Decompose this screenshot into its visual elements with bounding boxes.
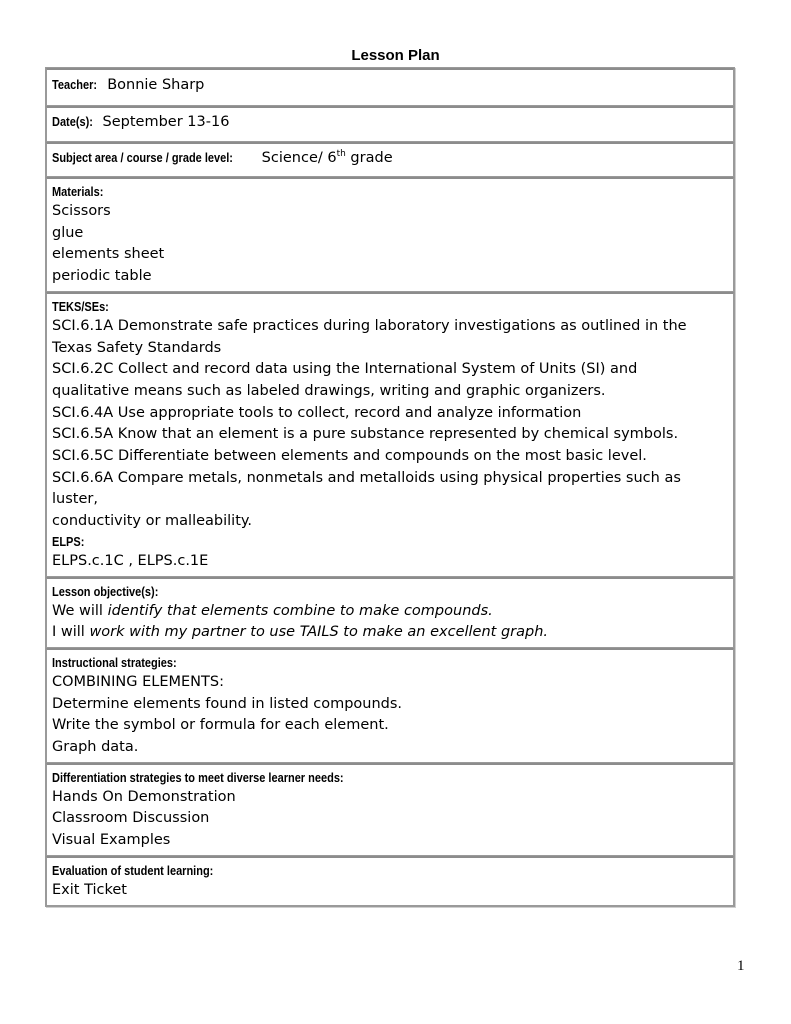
materials-label: Materials: xyxy=(52,185,104,199)
strategies-row xyxy=(46,648,734,763)
teks-line: SCI.6.2C Collect and record data using the International System of Units (SI) and xyxy=(52,361,638,378)
teks-line: SCI.6.4A Use appropriate tools to collect, record and analyze information xyxy=(52,404,582,421)
objective-2-prefix: I will xyxy=(52,624,90,641)
teks-list xyxy=(52,316,728,533)
strategies-item: Write the symbol or formula for each element. xyxy=(52,717,389,734)
subject-row xyxy=(46,142,734,177)
strategies-item: COMBINING ELEMENTS: xyxy=(52,673,224,690)
teks-line: SCI.6.5C Differentiate between elements and compounds on the most basic level. xyxy=(52,448,647,465)
objective-line-2 xyxy=(52,622,728,644)
materials-row xyxy=(46,177,734,292)
objectives-label: Lesson objective(s): xyxy=(52,584,159,599)
lesson-plan-table xyxy=(45,67,735,907)
teks-label: TEKS/SEs: xyxy=(52,299,109,314)
materials-list xyxy=(52,201,728,288)
differentiation-item: Hands On Demonstration xyxy=(52,788,236,805)
differentiation-row xyxy=(46,763,734,856)
objectives-row xyxy=(46,577,734,648)
evaluation-row xyxy=(46,856,734,906)
teks-row xyxy=(46,292,734,577)
teks-line: qualitative means such as labeled drawings, writing and graphic organizers. xyxy=(52,382,606,399)
subject-label: Subject area / course / grade level: xyxy=(52,151,233,165)
page-number: 1 xyxy=(737,958,745,974)
objective-1-prefix: We will xyxy=(52,602,108,619)
differentiation-item: Visual Examples xyxy=(52,832,171,849)
dates-label: Date(s): xyxy=(52,115,93,129)
objective-2-text: work with my partner to use TAILS to make an excellent graph. xyxy=(89,624,549,641)
subject-value-sup: th xyxy=(336,149,346,160)
materials-item: Scissors xyxy=(52,203,111,219)
differentiation-label: Differentiation strategies to meet diverse learner needs: xyxy=(52,770,344,785)
differentiation-item: Classroom Discussion xyxy=(52,810,210,827)
evaluation-label: Evaluation of student learning: xyxy=(52,863,214,878)
strategies-item: Determine elements found in listed compounds. xyxy=(52,695,403,712)
teacher-label: Teacher: xyxy=(52,78,98,92)
subject-value-suffix: grade xyxy=(345,150,393,166)
strategies-item: Graph data. xyxy=(52,739,139,756)
subject-value xyxy=(262,150,393,166)
evaluation-item: Exit Ticket xyxy=(52,881,127,898)
objective-1-text: identify that elements combine to make compounds. xyxy=(107,602,493,619)
document-title: Lesson Plan xyxy=(351,47,440,64)
teks-line: Texas Safety Standards xyxy=(52,339,222,356)
dates-value: September 13-16 xyxy=(102,114,230,130)
materials-item: glue xyxy=(52,224,84,241)
materials-item: elements sheet xyxy=(52,246,165,263)
elps-value: ELPS.c.1C , ELPS.c.1E xyxy=(52,552,209,569)
teks-line: SCI.6.5A Know that an element is a pure substance represented by chemical symbols. xyxy=(52,426,679,443)
elps-label: ELPS: xyxy=(52,534,85,549)
dates-row xyxy=(46,106,734,142)
teacher-row xyxy=(46,68,734,106)
teacher-value: Bonnie Sharp xyxy=(107,77,205,93)
teks-line: SCI.6.6A Compare metals, nonmetals and metalloids using physical properties such as luster, xyxy=(52,469,681,508)
objective-line-1 xyxy=(52,601,728,623)
teks-line: conductivity or malleability. xyxy=(52,513,253,530)
materials-item: periodic table xyxy=(52,268,152,285)
subject-value-prefix: Science/ 6 xyxy=(261,150,337,166)
strategies-label: Instructional strategies: xyxy=(52,655,177,670)
teks-line: SCI.6.1A Demonstrate safe practices during laboratory investigations as outlined in the xyxy=(52,317,687,334)
